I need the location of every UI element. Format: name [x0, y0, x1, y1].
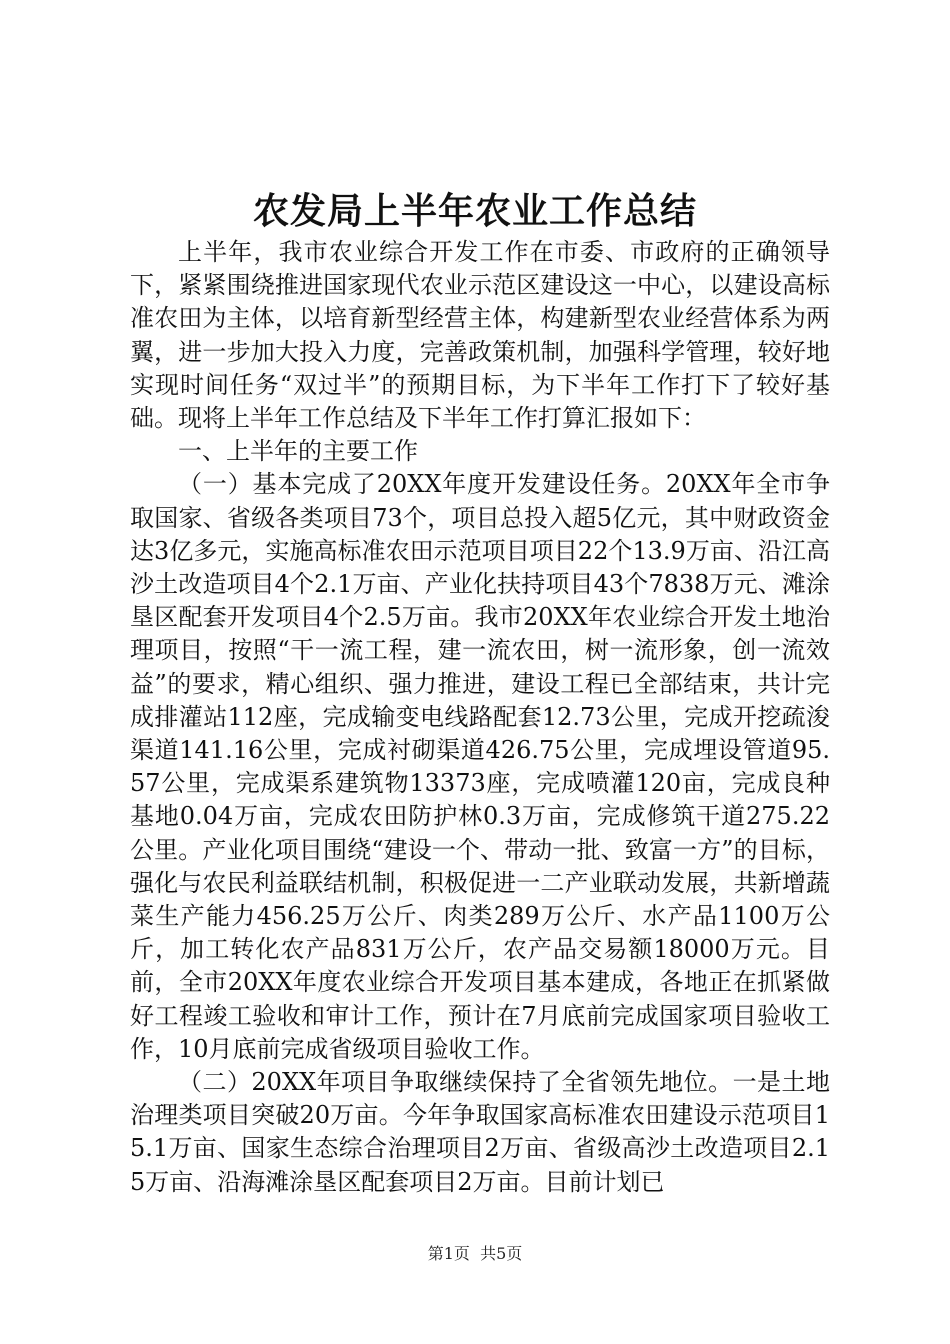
- body-paragraph: （一）基本完成了20XX年度开发建设任务。20XX年全市争取国家、省级各类项目73个，项目总投入超5亿元，其中财政资金达3亿多元，实施高标准农田示范项目项目22个13.9万亩、沿江高沙土改造项目4个2.1万亩、产业化扶持项目43个7838万元、滩涂垦区配套开发项目4个2.5万亩。我市20XX年农业综合开发土地治理项目，按照“干一流工程，建一流农田，树一流形象，创一流效益”的要求，精心组织、强力推进，建设工程已全部结束，共计完成排灌站112座，完成输变电线路配套12.73公里，完成开挖疏浚渠道141.16公里，完成衬砌渠道426.75公里，完成埋设管道95.57公里，完成渠系建筑物13373座，完成喷灌120亩，完成良种基地0.04万亩，完成农田防护林0.3万亩，完成修筑干道275.22公里。产业化项目围绕“建设一个、带动一批、致富一方”的目标，强化与农民利益联结机制，积极促进一二产业联动发展，共新增蔬菜生产能力456.25万公斤、肉类289万公斤、水产品1100万公斤，加工转化农产品831万公斤，农产品交易额18000万元。目前，全市20XX年度农业综合开发项目基本建成，各地正在抓紧做好工程竣工验收和审计工作，预计在7月底前完成国家项目验收工作，10月底前完成省级项目验收工作。: [130, 470, 830, 1063]
- page-number: 第1页 共5页: [427, 1244, 523, 1263]
- body-paragraph: （二）20XX年项目争取继续保持了全省领先地位。一是土地治理类项目突破20万亩。今年争取国家高标准农田建设示范项目15.1万亩、国家生态综合治理项目2万亩、省级高沙土改造项目2.15万亩、沿海滩涂垦区配套项目2万亩。目前计划已: [130, 1068, 830, 1196]
- document-body: [130, 236, 830, 1199]
- section-heading: 一、上半年的主要工作: [178, 437, 418, 466]
- page-footer: [0, 1243, 950, 1265]
- intro-paragraph: 上半年，我市农业综合开发工作在市委、市政府的正确领导下，紧紧围绕推进国家现代农业示范区建设这一中心，以建设高标准农田为主体，以培育新型经营主体，构建新型农业经营体系为两翼，进一步加大投入力度，完善政策机制，加强科学管理，较好地实现时间任务“双过半”的预期目标，为下半年工作打下了较好基础。现将上半年工作总结及下半年工作打算汇报如下：: [130, 238, 830, 433]
- document-title: 农发局上半年农业工作总结: [252, 190, 697, 232]
